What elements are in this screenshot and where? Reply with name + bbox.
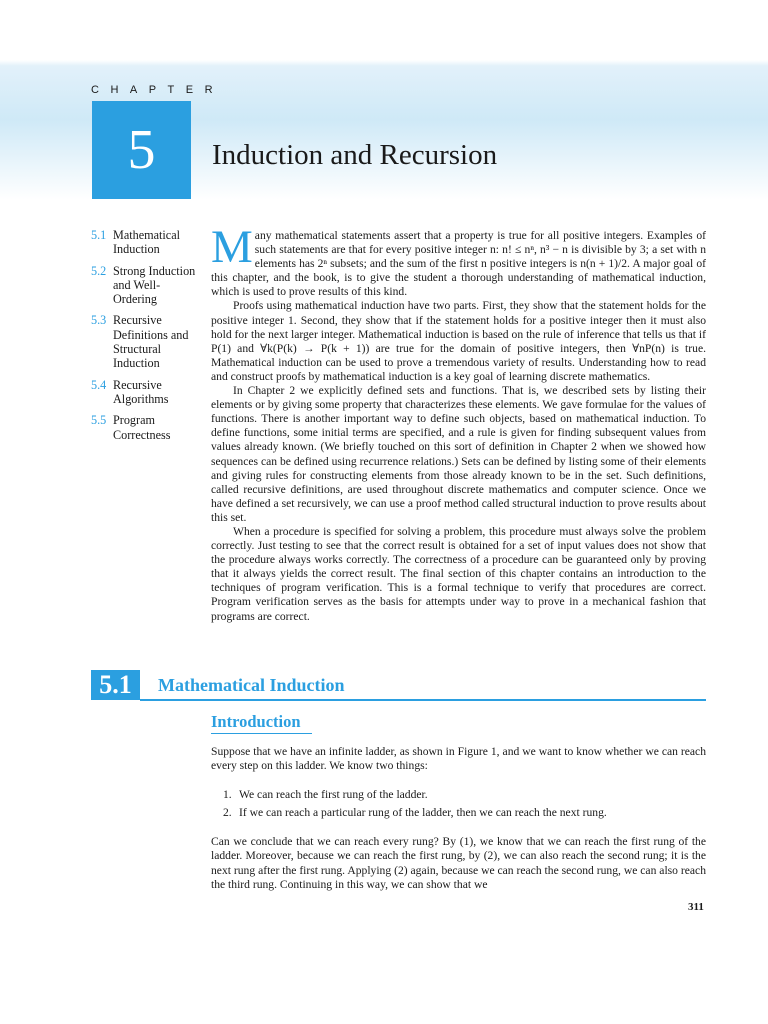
toc-number: 5.4	[91, 377, 107, 392]
toc-number: 5.5	[91, 413, 107, 428]
chapter-introduction	[211, 221, 706, 624]
toc-number: 5.2	[91, 263, 107, 278]
toc-label: Recursive Definitions and Structural Induction	[113, 313, 189, 371]
toc-label: Strong Induction and Well-Ordering	[113, 263, 196, 307]
chapter-title: Induction and Recursion	[212, 139, 498, 171]
toc-number: 5.3	[91, 313, 107, 328]
toc-item	[91, 413, 203, 442]
toc-label: Recursive Algorithms	[113, 377, 169, 406]
drop-cap: M	[211, 221, 253, 273]
toc-item	[91, 264, 203, 307]
list-number: 2.	[223, 806, 232, 820]
section-rule	[140, 699, 706, 701]
list-number: 1.	[223, 788, 232, 802]
list-item	[223, 788, 706, 802]
list-text: If we can reach a particular rung of the ladder, then we can reach the next rung.	[239, 806, 607, 820]
intro-paragraph: Proofs using mathematical induction have two parts. First, they show that the statement holds for the positive integer 1. Second, they show that if the statement holds for a positive integer then it must also hold for the next larger integer. Mathematical induction is based on the rule of inference that tells us that if P(1) and ∀k(P(k) → P(k + 1)) are true for the domain of positive integers, then ∀nP(n) is true. Mathematical induction can be used to prove a tremendous variety of results. Understanding how to read and construct proofs by mathematical induction is a key goal of learning discrete mathematics.	[211, 299, 706, 383]
toc-item	[91, 378, 203, 407]
toc-number: 5.1	[91, 228, 107, 242]
section-body	[211, 745, 706, 892]
section-title: Mathematical Induction	[158, 675, 345, 695]
toc-label: Program Correctness	[113, 413, 171, 442]
toc-label: Mathematical Induction	[113, 228, 181, 257]
subsection-heading: Introduction	[211, 712, 301, 731]
intro-paragraph: When a procedure is specified for solving a problem, this procedure must always solve the problem correctly. Just testing to see that the correct result is obtained for a set of input values does not show that the procedure always works correctly. The correctness of a procedure can be guaranteed only by proving that it always yields the correct result. The final section of this chapter contains an introduction to the techniques of program verification. This is a formal technique to verify that procedures are correct. Program verification serves as the basis for attempts under way to prove in a mechanical fashion that programs are correct.	[211, 524, 706, 623]
chapter-contents	[91, 228, 203, 449]
section-number-box	[91, 670, 140, 700]
intro-paragraph	[211, 221, 706, 299]
subsection-rule	[211, 733, 312, 734]
intro-paragraph-text: any mathematical statements assert that a property is true for all positive integers. Examples of such statements are that for every positive integer n: n! ≤ nⁿ, n³ − n is divisible by 3; a set with n elements has 2ⁿ subsets; and the sum of the first n positive integers is n(n + 1)/2. A major goal of this chapter, and the book, is to give the student a thorough understanding of mathematical induction, which is used to prove results of this kind.	[211, 229, 706, 299]
toc-item	[91, 228, 203, 257]
chapter-number: 5	[127, 119, 156, 181]
page-number: 311	[688, 901, 704, 913]
list-text: We can reach the first rung of the ladder.	[239, 788, 428, 802]
chapter-number-box	[92, 101, 191, 199]
intro-paragraph: In Chapter 2 we explicitly defined sets and functions. That is, we described sets by listing their elements or by giving some property that characterizes these elements. We gave formulae for the values of functions. There is another important way to define such objects, based on mathematical induction. To define functions, some initial terms are specified, and a rule is given for finding subsequent values from values already known. (We briefly touched on this sort of definition in Chapter 2 when we showed how sequences can be defined using recurrence relations.) Sets can be defined by listing some of their elements and giving rules for constructing elements from those already known to be in the set. Such definitions, called recursive definitions, are used throughout discrete mathematics and computer science. Once we have defined a set recursively, we can use a proof method called structural induction to prove results about this set.	[211, 384, 706, 524]
list-item	[223, 806, 706, 820]
toc-item	[91, 313, 203, 370]
section-paragraph: Suppose that we have an infinite ladder, as shown in Figure 1, and we want to know whether we can reach every step on this ladder. We know two things:	[211, 745, 706, 773]
section-number: 5.1	[99, 670, 132, 699]
chapter-label: CHAPTER	[91, 84, 225, 96]
section-paragraph: Can we conclude that we can reach every rung? By (1), we know that we can reach the first rung of the ladder. Moreover, because we can reach the first rung, by (2), we can also reach the second rung; it is the next rung after the first rung. Applying (2) again, because we can reach the second rung, we can also reach the third rung. Continuing in this way, we can show that we	[211, 835, 706, 891]
numbered-list	[211, 788, 706, 820]
